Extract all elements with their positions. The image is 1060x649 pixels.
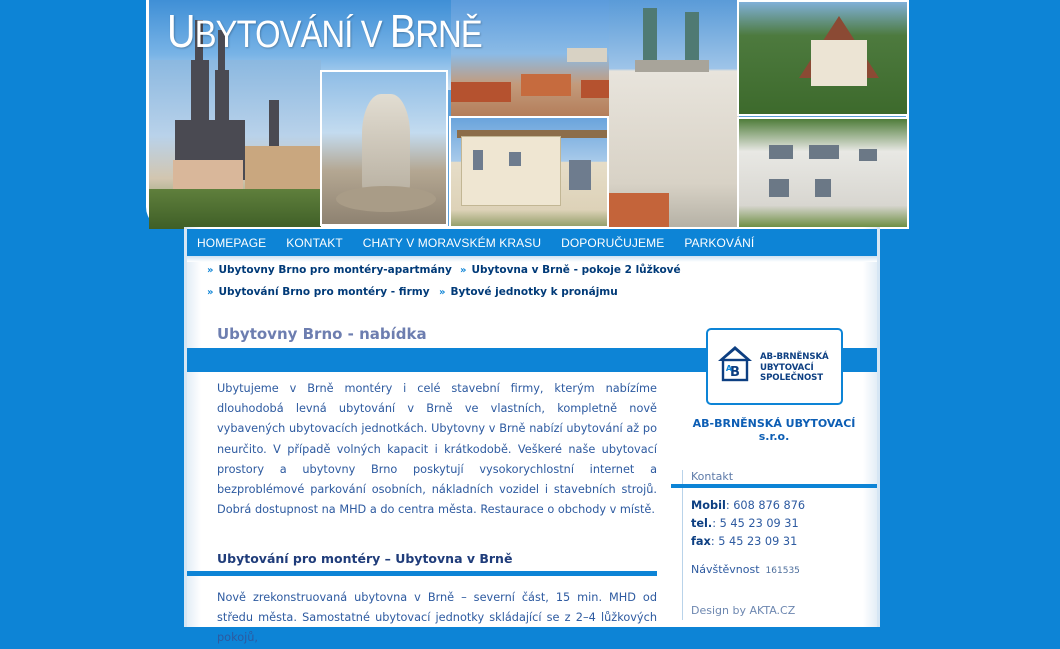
nav-doporucujeme[interactable]: DOPORUČUJEME — [561, 235, 665, 250]
nav-divider — [187, 256, 877, 262]
svg-text:B: B — [730, 365, 740, 380]
fountain-photo — [320, 70, 448, 226]
villa-photo — [737, 117, 909, 229]
sublink-apartmany[interactable]: » Ubytovny Brno pro montéry-apartmány — [207, 264, 452, 276]
intro-paragraph: Ubytujeme v Brně montéry i celé stavební firmy, kterým nabízíme dlouhodobá levná ubytování v Brně ve vlastních, kompletně nově vybavených ubytovacích jednotkách. Ubytovny v Brně nabízí ubytování až po neurčito. V případě volných kapacit i krátkodobě. Veškeré naše ubytovací prostory a ubytovny Brno poskytují vysokorychlostní internet a bezproblémové parkování osobních, nákladních vozidel i stavebních strojů. Dobrá dostupnost na MHD a do centra města. Restaurace o obchody v místě. — [217, 382, 657, 517]
nav-kontakt[interactable]: KONTAKT — [286, 235, 343, 250]
cathedral-photo — [149, 60, 321, 229]
sublink-firmy[interactable]: » Ubytování Brno pro montéry - firmy — [207, 286, 430, 298]
church-photo — [609, 0, 739, 229]
house-logo-icon — [716, 344, 754, 382]
contact-label: Kontakt — [691, 470, 734, 483]
section-paragraph: Nově zrekonstruovaná ubytovna v Brně – severní část, 15 min. MHD od středu města. Samostatné ubytovací jednotky skládající se z 2–4 lůžkových pokojů, — [217, 591, 657, 645]
sublink-bytove-jednotky[interactable]: » Bytové jednotky k pronájmu — [439, 286, 618, 298]
nav-parkovani[interactable]: PARKOVÁNÍ — [684, 235, 755, 250]
house-photo — [449, 116, 609, 228]
company-name: AB-BRNĚNSKÁ UBYTOVACÍ s.r.o. — [692, 417, 856, 443]
section-heading: Ubytování pro montéry – Ubytovna v Brně — [217, 551, 513, 566]
visit-counter: Návštěvnost 161535 — [691, 563, 800, 576]
arrow-icon: » — [439, 287, 446, 298]
main-nav — [187, 229, 877, 256]
nav-chaty[interactable]: CHATY V MORAVSKÉM KRASU — [362, 235, 542, 250]
contact-divider — [682, 470, 683, 620]
arrow-icon: » — [207, 265, 214, 276]
section-bar — [187, 571, 657, 576]
arrow-icon: » — [207, 287, 214, 298]
page-title: Ubytovny Brno - nabídka — [217, 325, 427, 343]
design-credit[interactable]: Design by AKTA.CZ — [691, 604, 796, 617]
contact-mobile: Mobil: 608 876 876 — [691, 499, 806, 512]
chalet-photo — [737, 0, 909, 116]
contact-tel: tel.: 5 45 23 09 31 — [691, 517, 799, 530]
contact-bar — [671, 484, 877, 488]
sublink-pokoje[interactable]: » Ubytovna v Brně - pokoje 2 lůžkové — [460, 264, 681, 276]
company-logo[interactable] — [706, 328, 843, 405]
logo-text: AB-BRNĚNSKÁ UBYTOVACÍ SPOLEČNOST — [760, 352, 829, 383]
nav-homepage[interactable]: HOMEPAGE — [197, 235, 267, 250]
contact-fax: fax: 5 45 23 09 31 — [691, 535, 798, 548]
site-title: UBYTOVÁNÍ V BRNĚ — [167, 5, 482, 57]
svg-text:A: A — [725, 364, 733, 373]
header-banner — [146, 0, 909, 229]
arrow-icon: » — [460, 265, 467, 276]
